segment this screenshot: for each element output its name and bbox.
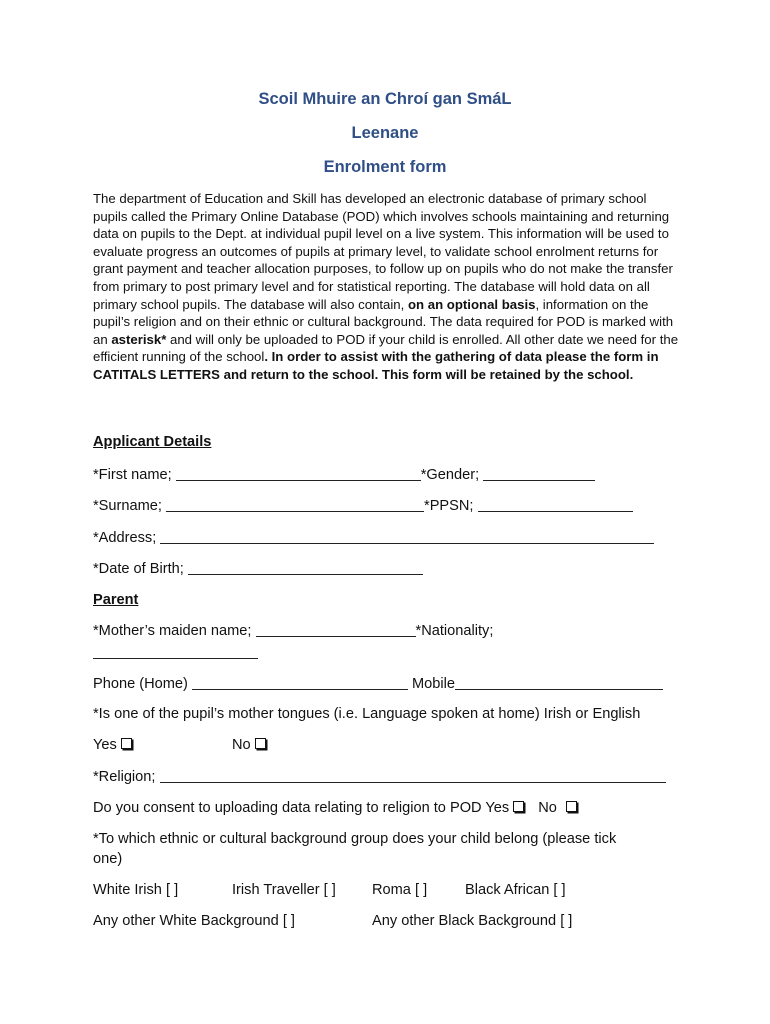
dob-row [93,560,423,577]
intro-bold-asterisk: asterisk* [111,331,167,347]
option-other-black[interactable]: Any other Black Background [ ] [372,913,573,929]
nationality-field-row [93,644,258,661]
phone-row [93,675,663,692]
mothers-maiden-name-label: *Mother’s maiden name; [93,623,256,639]
mother-tongue-question: *Is one of the pupil’s mother tongues (i.e. Language spoken at home) Irish or English [93,706,641,722]
intro-bold-instructions: . In order to assist with the gathering of data please the form in CATITALS LETTERS and return to the school. This form will be retained by the school. [93,349,659,382]
intro-bold-optional: on an optional basis [407,296,536,312]
option-other-white[interactable]: Any other White Background [ ] [93,913,295,929]
religion-label: *Religion; [93,769,160,785]
intro-paragraph [93,190,683,384]
intro-text-3: and will only be uploaded to POD if your child is enrolled. All other date we need for the efficient running of the school [93,331,679,365]
applicant-details-heading: Applicant Details [93,434,212,450]
dob-field[interactable] [188,560,423,575]
nationality-field[interactable] [93,644,258,659]
dob-label: *Date of Birth; [93,561,188,577]
parent-heading: Parent [93,592,139,608]
mothers-maiden-name-field[interactable] [256,622,416,637]
address-row [93,529,654,546]
mother-tongue-no-checkbox[interactable] [255,738,266,749]
consent-question: Do you consent to uploading data relating to religion to POD Yes [93,800,510,816]
surname-row [93,497,633,514]
option-white-irish[interactable]: White Irish [ ] [93,882,179,898]
address-label: *Address; [93,530,161,546]
religion-field[interactable] [160,768,666,783]
ethnic-question-line-1: *To which ethnic or cultural background group does your child belong (please tick [93,831,617,847]
consent-no-checkbox[interactable] [566,801,577,812]
first-name-field[interactable] [176,466,421,481]
gender-field[interactable] [483,466,595,481]
first-name-label: *First name; [93,467,176,483]
consent-yes-checkbox[interactable] [513,801,524,812]
intro-text-1: The department of Education and Skill has developed an electronic database of primary school pupils called the Primary Online Database (POD) which involves schools maintaining and returning data on pupils to the Dept. at individual pupil level on a live system. This information will be used to evaluate progress an outcomes of pupils at primary level, to validate school enrolment returns for grant payment and teacher allocation purposes, to follow up on pupils who do not make the transfer from primary to post primary level and for statistical reporting. The database will hold data on all primary school pupils. The database will also contain, [93,191,673,312]
gender-label: *Gender; [420,467,484,483]
consent-no-label: No [538,800,557,816]
mother-tongue-yes-checkbox[interactable] [121,738,132,749]
mother-tongue-yes-option [93,737,132,753]
option-black-african[interactable]: Black African [ ] [465,882,566,898]
phone-home-label: Phone (Home) [93,676,192,692]
option-roma[interactable]: Roma [ ] [372,882,428,898]
school-location: Leenane [351,124,419,142]
religion-row [93,768,666,785]
surname-field[interactable] [166,497,424,512]
option-irish-traveller[interactable]: Irish Traveller [ ] [232,882,336,898]
intro-text-2: , information on the pupil’s religion and on their ethnic or cultural background. The data required for POD is marked with an [93,296,674,347]
ethnic-question-line-2: one) [93,851,123,867]
phone-home-field[interactable] [192,675,408,690]
form-title: Enrolment form [323,158,447,176]
mother-tongue-no-option [232,737,266,753]
mothers-maiden-name-row [93,622,493,639]
ppsn-label: *PPSN; [424,498,478,514]
mother-tongue-yes-label: Yes [93,737,117,753]
ppsn-field[interactable] [478,497,633,512]
first-name-row [93,466,595,483]
mother-tongue-no-label: No [232,737,251,753]
mobile-label: Mobile [407,676,456,692]
address-field[interactable] [160,529,654,544]
mobile-field[interactable] [455,675,663,690]
nationality-label: *Nationality; [415,623,494,639]
surname-label: *Surname; [93,498,167,514]
school-name: Scoil Mhuire an Chroí gan SmáL [258,90,512,108]
consent-row [93,800,577,816]
